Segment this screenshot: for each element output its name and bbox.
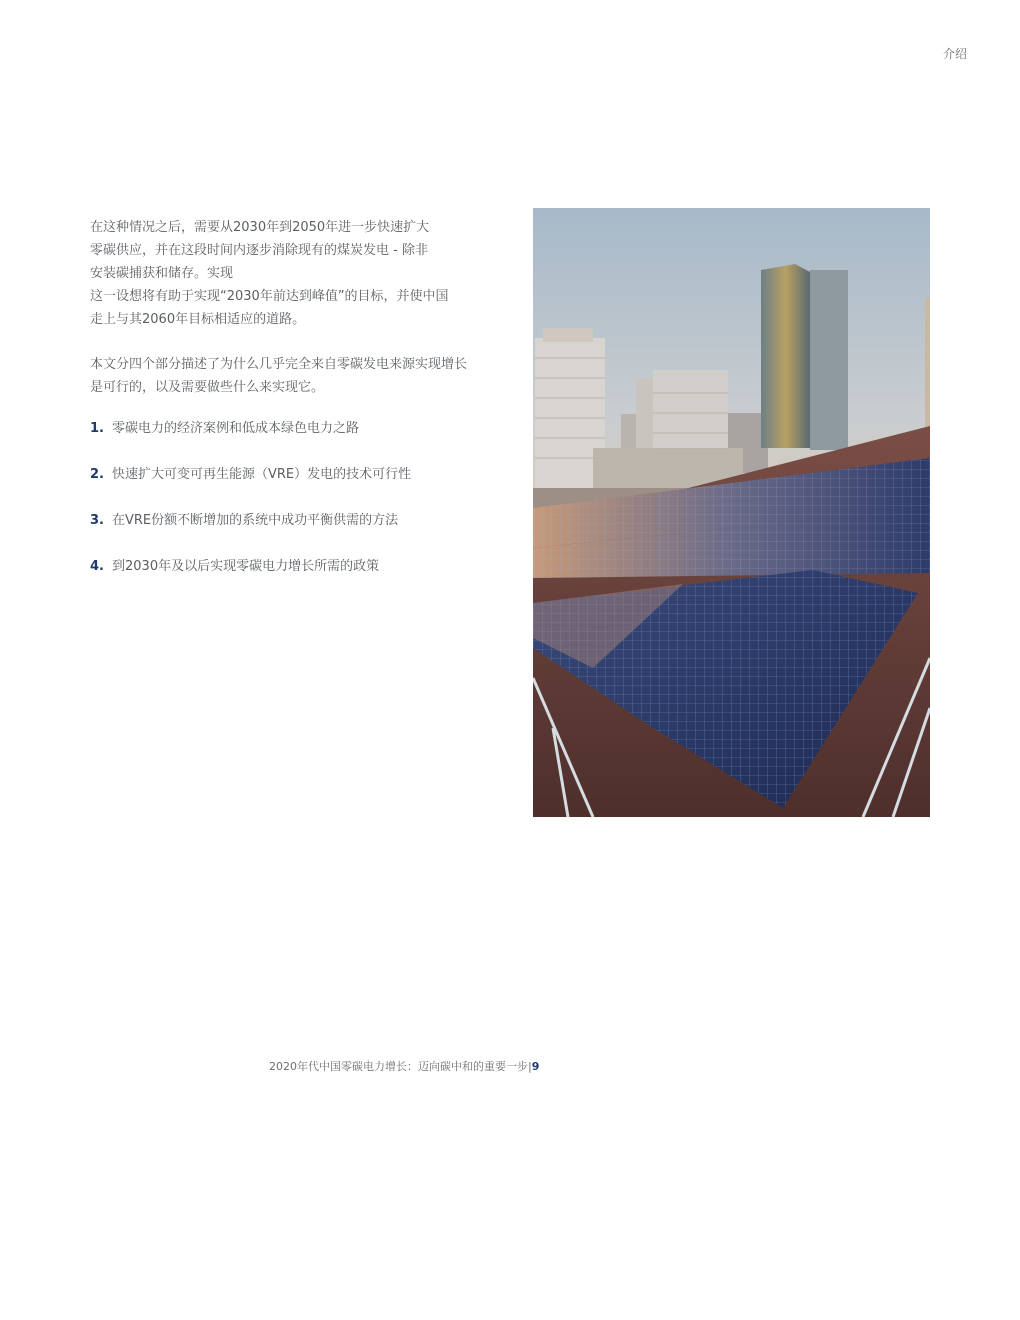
intro-paragraph-2 [90, 353, 490, 399]
text-line: 是可行的，以及需要做些什么来实现它。 [90, 380, 325, 395]
page-number: 9 [531, 1060, 540, 1073]
text-line: 本文分四个部分描述了为什么几乎完全来自零碳发电来源实现增长 [90, 357, 468, 372]
list-number: 2. [90, 467, 104, 482]
list-text: 在VRE份额不断增加的系统中成功平衡供需的方法 [112, 513, 399, 528]
list-number: 4. [90, 559, 104, 574]
list-text: 快速扩大可变可再生能源（VRE）发电的技术可行性 [112, 467, 412, 482]
list-item [90, 556, 510, 602]
page-footer [269, 1058, 539, 1074]
list-number: 1. [90, 421, 104, 436]
footer-title: 2020年代中国零碳电力增长：迈向碳中和的重要一步| [269, 1060, 532, 1073]
section-list [90, 418, 510, 602]
text-line: 这一设想将有助于实现“2030年前达到峰值”的目标，并使中国 [90, 289, 449, 304]
list-item [90, 510, 510, 556]
list-text: 到2030年及以后实现零碳电力增长所需的政策 [112, 559, 380, 574]
section-header: 介绍 [942, 47, 967, 61]
text-line: 在这种情况之后，需要从2030年到2050年进一步快速扩大 [90, 220, 430, 235]
intro-text [90, 216, 490, 421]
list-item [90, 418, 510, 464]
text-line: 零碳供应，并在这段时间内逐步消除现有的煤炭发电 - 除非 [90, 243, 428, 258]
solar-panels-photo [533, 208, 930, 817]
intro-paragraph-1 [90, 216, 490, 331]
list-text: 零碳电力的经济案例和低成本绿色电力之路 [112, 421, 360, 436]
list-number: 3. [90, 513, 104, 528]
list-item [90, 464, 510, 510]
text-line: 走上与其2060年目标相适应的道路。 [90, 312, 306, 327]
text-line: 安装碳捕获和储存。实现 [90, 266, 234, 281]
